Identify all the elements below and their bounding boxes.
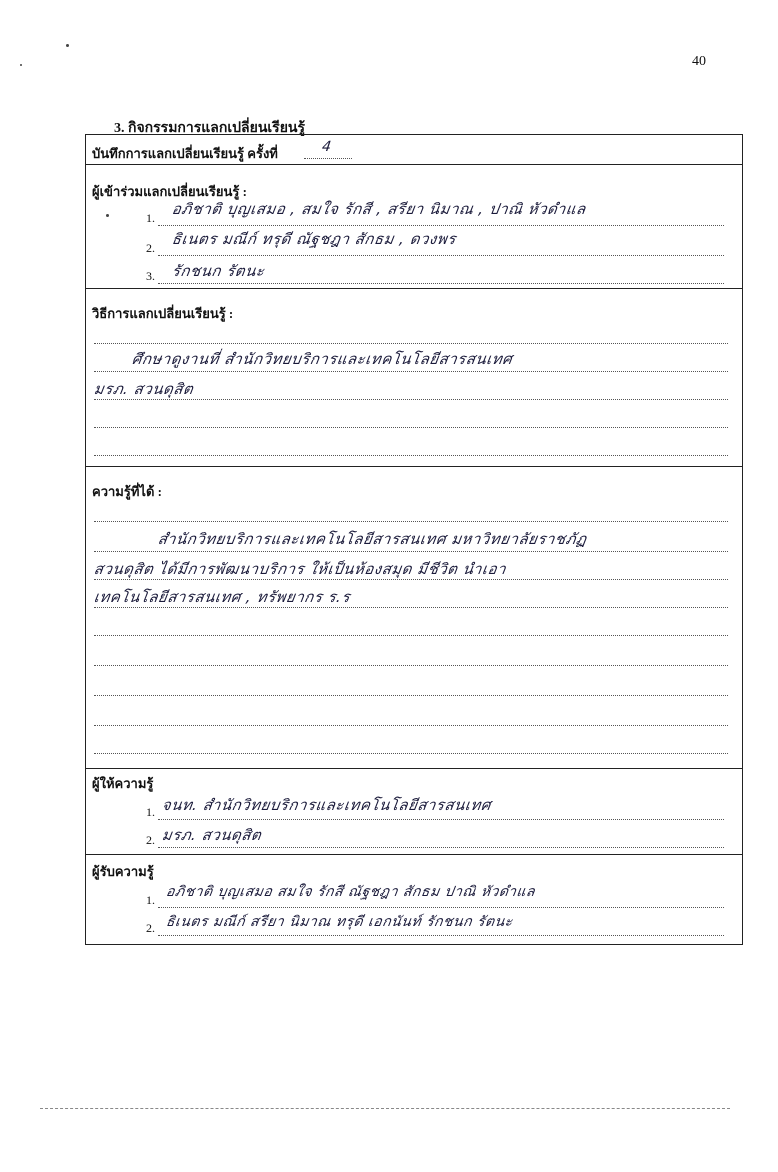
participant-line [158, 255, 724, 256]
knowledge-section [86, 467, 742, 769]
participant-entry: ธิเนตร มณีก์ ทรุดี ณัฐชฎา สักธม , ดวงพร [170, 230, 458, 248]
scan-dot [66, 44, 69, 47]
knowledge-line [94, 551, 728, 552]
participant-entry: รักชนก รัตนะ [170, 262, 266, 280]
participant-number: 1. [146, 211, 155, 225]
participants-label: ผู้เข้าร่วมแลกเปลี่ยนเรียนรู้ : [92, 184, 247, 199]
record-section [86, 135, 742, 165]
scan-bottom-edge [40, 1108, 730, 1109]
participant-line [158, 225, 724, 226]
scan-dot [20, 64, 22, 66]
giver-section [86, 769, 742, 855]
receiver-line [158, 907, 724, 908]
method-line [94, 427, 728, 428]
record-number-line [304, 158, 352, 159]
knowledge-line [94, 725, 728, 726]
record-number: 4 [320, 139, 333, 155]
participant-number: 2. [146, 241, 155, 255]
receiver-number: 1. [146, 893, 155, 907]
knowledge-line [94, 635, 728, 636]
exchange-form [85, 134, 743, 945]
knowledge-entry: สวนดุสิต ได้มีการพัฒนาบริการ ให้เป็นห้องสมุด มีชีวิต นำเอา [92, 560, 508, 578]
giver-number: 2. [146, 833, 155, 847]
method-line [94, 371, 728, 372]
receiver-number: 2. [146, 921, 155, 935]
receiver-entry: ธิเนตร มณีก์ สรียา นิมาณ ทรุดี เอกนันท์ รักชนก รัตนะ [164, 914, 514, 930]
record-label: บันทึกการแลกเปลี่ยนเรียนรู้ ครั้งที่ [92, 146, 278, 161]
giver-label: ผู้ให้ความรู้ [92, 776, 154, 791]
knowledge-label: ความรู้ที่ได้ : [92, 484, 162, 499]
participants-section [86, 165, 742, 289]
participant-number: 3. [146, 269, 155, 283]
knowledge-line [94, 753, 728, 754]
receiver-label: ผู้รับความรู้ [92, 864, 154, 879]
scan-dot [106, 214, 109, 217]
participant-entry: อภิชาติ บุญเสมอ , สมใจ รักสี , สรียา นิมาณ , ปาณิ หัวดำแล [170, 200, 588, 218]
method-label: วิธีการแลกเปลี่ยนเรียนรู้ : [92, 306, 234, 321]
knowledge-entry: สำนักวิทยบริการและเทคโนโลยีสารสนเทศ มหาวิทยาลัยราชภัฏ [156, 530, 588, 548]
giver-line [158, 847, 724, 848]
section-title: 3. กิจกรรมการแลกเปลี่ยนเรียนรู้ [114, 121, 305, 136]
giver-number: 1. [146, 805, 155, 819]
giver-entry: มรภ. สวนดุสิต [160, 826, 263, 844]
method-section [86, 289, 742, 467]
method-entry: ศึกษาดูงานที่ สำนักวิทยบริการและเทคโนโลยีสารสนเทศ [130, 350, 514, 368]
receiver-section [86, 855, 742, 946]
knowledge-line [94, 695, 728, 696]
giver-entry: จนท. สำนักวิทยบริการและเทคโนโลยีสารสนเทศ [160, 796, 493, 814]
method-line [94, 343, 728, 344]
giver-line [158, 819, 724, 820]
knowledge-line [94, 665, 728, 666]
receiver-entry: อภิชาติ บุญเสมอ สมใจ รักสี ณัฐชฎา สักธม ปาณิ หัวดำแล [164, 884, 537, 900]
page-number: 40 [692, 54, 706, 69]
method-entry: มรภ. สวนดุสิต [92, 380, 195, 398]
participant-line [158, 283, 724, 284]
receiver-line [158, 935, 724, 936]
knowledge-line [94, 521, 728, 522]
knowledge-entry: เทคโนโลยีสารสนเทศ , ทรัพยากร ร.ร [92, 588, 352, 606]
method-line [94, 455, 728, 456]
